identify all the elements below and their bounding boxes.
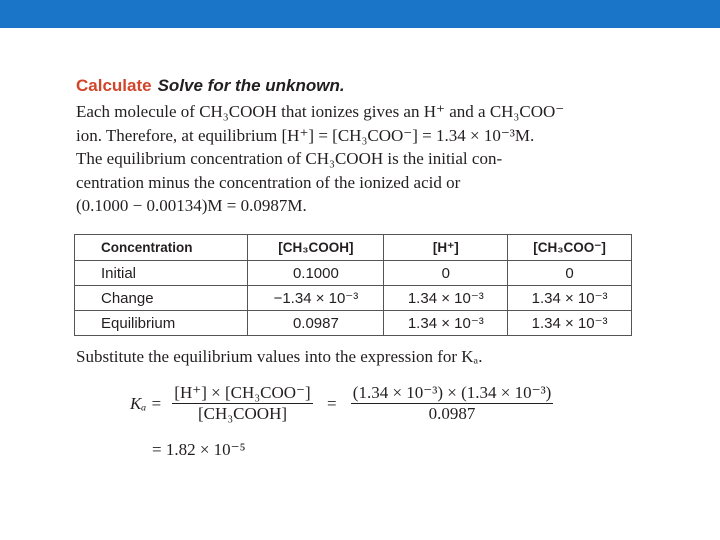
explanation-paragraph (76, 100, 646, 218)
table-cell: 0 (384, 261, 508, 286)
calculate-label: Calculate (76, 76, 152, 95)
table-cell: 1.34 × 10⁻³ (384, 286, 508, 311)
solve-label: Solve for the unknown. (157, 76, 345, 95)
fraction-numerator: (1.34 × 10⁻³) × (1.34 × 10⁻³) (352, 383, 552, 402)
table-cell: 1.34 × 10⁻³ (508, 286, 632, 311)
paragraph-line: ion. Therefore, at equilibrium [H⁺] = [CH₃COO⁻] = 1.34 × 10⁻³M. (76, 125, 535, 145)
top-banner (0, 0, 720, 28)
table-cell: 1.34 × 10⁻³ (508, 311, 632, 336)
header-ch3cooh: [CH₃COOH] (248, 235, 384, 261)
paragraph-line: The equilibrium concentration of CH₃COOH is the initial con- (76, 149, 503, 169)
paragraph-line: (0.1000 − 0.00134)M = 0.0987M. (76, 196, 307, 216)
substitute-instruction: Substitute the equilibrium values into the expression for Kₐ. (76, 347, 483, 366)
header-h: [H⁺] (384, 235, 508, 261)
header-concentration: Concentration (75, 235, 248, 261)
table-header-row (75, 235, 632, 261)
ice-table (74, 234, 632, 336)
table-cell: 0 (508, 261, 632, 286)
table-cell: 1.34 × 10⁻³ (384, 311, 508, 336)
table-cell: 0.0987 (248, 311, 384, 336)
fraction-numerator: [H⁺] × [CH₃COO⁻] (174, 383, 311, 402)
table-row (75, 311, 632, 336)
table-cell: −1.34 × 10⁻³ (248, 286, 384, 311)
paragraph-line: centration minus the concentration of the ionized acid or (76, 172, 461, 192)
paragraph-line: Each molecule of CH₃COOH that ionizes gives an H⁺ and a CH₃COO⁻ (76, 102, 565, 121)
ka-result: = 1.82 × 10⁻⁵ (152, 440, 246, 459)
ka-equation (130, 383, 553, 424)
section-heading (76, 76, 345, 96)
equals-sign: = (326, 393, 337, 413)
fraction-denominator: [CH₃COOH] (197, 404, 288, 423)
fraction-denominator: 0.0987 (428, 404, 476, 423)
table-cell: 0.1000 (248, 261, 384, 286)
row-label: Change (75, 286, 248, 311)
header-ch3coo: [CH₃COO⁻] (508, 235, 632, 261)
numeric-fraction (351, 383, 554, 424)
row-label: Initial (75, 261, 248, 286)
table-row (75, 286, 632, 311)
row-label: Equilibrium (75, 311, 248, 336)
ka-symbol: Kₐ = (130, 393, 163, 413)
symbolic-fraction (172, 383, 312, 424)
table-row (75, 261, 632, 286)
